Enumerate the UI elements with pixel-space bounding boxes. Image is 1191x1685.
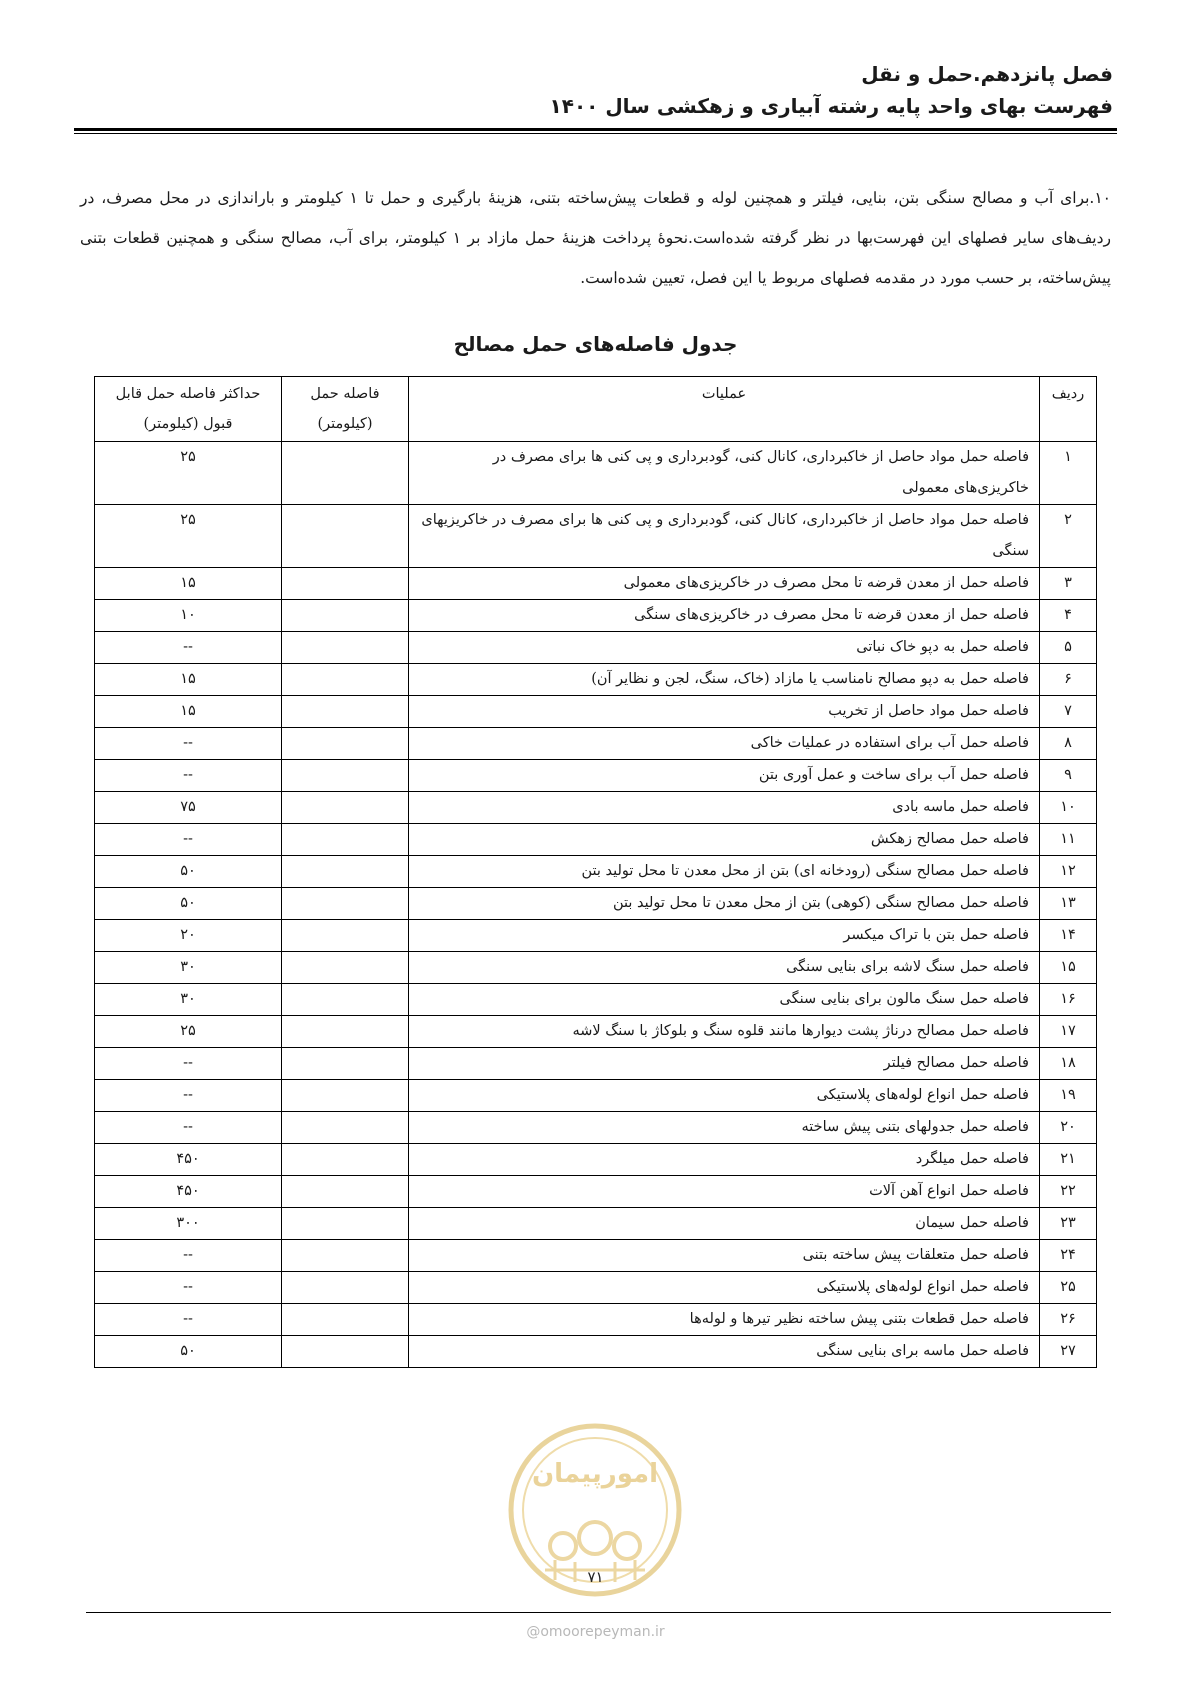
table-title: جدول فاصله‌های حمل مصالح — [453, 332, 738, 356]
max-distance-cell: -- — [95, 760, 282, 792]
distance-cell — [282, 856, 409, 888]
max-distance-cell: ۳۰۰ — [95, 1208, 282, 1240]
max-distance-cell: -- — [95, 1272, 282, 1304]
distance-cell — [282, 1176, 409, 1208]
operation-cell: فاصله حمل مواد حاصل از تخریب — [409, 696, 1040, 728]
page-header — [78, 58, 1113, 122]
max-distance-cell: ۱۵ — [95, 696, 282, 728]
table-row — [95, 952, 1097, 984]
max-distance-cell: ۴۵۰ — [95, 1176, 282, 1208]
row-number-cell: ۱۲ — [1040, 856, 1097, 888]
row-number-cell: ۸ — [1040, 728, 1097, 760]
operation-cell: فاصله حمل مواد حاصل از خاکبرداری، کانال کنی، گودبرداری و پی کنی ها برای مصرف در خاکریزیهای سنگی — [409, 505, 1040, 568]
table-row — [95, 632, 1097, 664]
row-number-cell: ۲۶ — [1040, 1304, 1097, 1336]
table-row — [95, 600, 1097, 632]
operation-cell: فاصله حمل به دپو خاک نباتی — [409, 632, 1040, 664]
table-row — [95, 920, 1097, 952]
row-number-cell: ۷ — [1040, 696, 1097, 728]
table-row — [95, 1016, 1097, 1048]
max-distance-cell: ۵۰ — [95, 1336, 282, 1368]
distance-cell — [282, 1016, 409, 1048]
operation-cell: فاصله حمل سنگ مالون برای بنایی سنگی — [409, 984, 1040, 1016]
table-row — [95, 1112, 1097, 1144]
row-number-cell: ۱۶ — [1040, 984, 1097, 1016]
table-row — [95, 824, 1097, 856]
table-row — [95, 1144, 1097, 1176]
table-row — [95, 568, 1097, 600]
operation-cell: فاصله حمل انواع لوله‌های پلاستیکی — [409, 1080, 1040, 1112]
operation-cell: فاصله حمل مصالح سنگی (کوهی) بتن از محل معدن تا محل تولید بتن — [409, 888, 1040, 920]
row-number-cell: ۵ — [1040, 632, 1097, 664]
distance-cell — [282, 568, 409, 600]
distance-cell — [282, 1208, 409, 1240]
distance-cell — [282, 1112, 409, 1144]
distance-cell — [282, 824, 409, 856]
operation-cell: فاصله حمل بتن با تراک میکسر — [409, 920, 1040, 952]
page-number: ۷۱ — [587, 1568, 604, 1586]
table-row — [95, 1304, 1097, 1336]
row-number-cell: ۱۸ — [1040, 1048, 1097, 1080]
operation-cell: فاصله حمل ماسه برای بنایی سنگی — [409, 1336, 1040, 1368]
operation-cell: فاصله حمل مصالح فیلتر — [409, 1048, 1040, 1080]
row-number-cell: ۲۱ — [1040, 1144, 1097, 1176]
row-number-cell: ۲۳ — [1040, 1208, 1097, 1240]
distance-cell — [282, 792, 409, 824]
table-row — [95, 728, 1097, 760]
distance-cell — [282, 600, 409, 632]
max-distance-cell: ۱۰ — [95, 600, 282, 632]
table-row — [95, 760, 1097, 792]
watermark-text: امورپیمان — [531, 1459, 659, 1489]
header-rule-thick — [74, 128, 1117, 131]
distance-cell — [282, 664, 409, 696]
chapter-title: فصل پانزدهم.حمل و نقل — [861, 62, 1113, 86]
max-distance-cell: ۲۵ — [95, 1016, 282, 1048]
row-number-cell: ۱۵ — [1040, 952, 1097, 984]
row-number-cell: ۲۰ — [1040, 1112, 1097, 1144]
row-number-cell: ۱۱ — [1040, 824, 1097, 856]
distance-cell — [282, 920, 409, 952]
distance-cell — [282, 1240, 409, 1272]
distance-cell — [282, 632, 409, 664]
operation-cell: فاصله حمل به دپو مصالح نامناسب یا مازاد (خاک، سنگ، لجن و نظایر آن) — [409, 664, 1040, 696]
max-distance-cell: -- — [95, 1112, 282, 1144]
row-number-cell: ۲۵ — [1040, 1272, 1097, 1304]
row-number-cell: ۱۳ — [1040, 888, 1097, 920]
table-row — [95, 696, 1097, 728]
distance-cell — [282, 505, 409, 568]
distance-cell — [282, 1080, 409, 1112]
distance-cell — [282, 696, 409, 728]
distance-cell — [282, 952, 409, 984]
table-row — [95, 984, 1097, 1016]
operation-cell: فاصله حمل متعلقات پیش ساخته بتنی — [409, 1240, 1040, 1272]
operation-cell: فاصله حمل سنگ لاشه برای بنایی سنگی — [409, 952, 1040, 984]
header-operation: عملیات — [409, 377, 1040, 442]
operation-cell: فاصله حمل مصالح سنگی (رودخانه ای) بتن از محل معدن تا محل تولید بتن — [409, 856, 1040, 888]
row-number-cell: ۱۰ — [1040, 792, 1097, 824]
table-row — [95, 1208, 1097, 1240]
max-distance-cell: -- — [95, 1048, 282, 1080]
distance-cell — [282, 888, 409, 920]
max-distance-cell: -- — [95, 1240, 282, 1272]
max-distance-cell: ۵۰ — [95, 856, 282, 888]
table-row — [95, 1240, 1097, 1272]
max-distance-cell: ۵۰ — [95, 888, 282, 920]
table-row — [95, 442, 1097, 505]
table-row — [95, 1336, 1097, 1368]
operation-cell: فاصله حمل انواع آهن آلات — [409, 1176, 1040, 1208]
distance-cell — [282, 728, 409, 760]
operation-cell: فاصله حمل انواع لوله‌های پلاستیکی — [409, 1272, 1040, 1304]
operation-cell: فاصله حمل آب برای استفاده در عملیات خاکی — [409, 728, 1040, 760]
table-row — [95, 664, 1097, 696]
row-number-cell: ۱۴ — [1040, 920, 1097, 952]
header-max-distance: حداکثر فاصله حمل قابل قبول (کیلومتر) — [95, 377, 282, 442]
row-number-cell: ۲ — [1040, 505, 1097, 568]
header-row-no: ردیف — [1040, 377, 1097, 442]
table-header-row — [95, 377, 1097, 442]
table-row — [95, 505, 1097, 568]
row-number-cell: ۲۷ — [1040, 1336, 1097, 1368]
distance-cell — [282, 442, 409, 505]
operation-cell: فاصله حمل مصالح درناژ پشت دیوارها مانند قلوه سنگ و بلوکاژ با سنگ لاشه — [409, 1016, 1040, 1048]
row-number-cell: ۶ — [1040, 664, 1097, 696]
max-distance-cell: -- — [95, 1080, 282, 1112]
operation-cell: فاصله حمل میلگرد — [409, 1144, 1040, 1176]
table-row — [95, 792, 1097, 824]
max-distance-cell: ۷۵ — [95, 792, 282, 824]
operation-cell: فاصله حمل سیمان — [409, 1208, 1040, 1240]
distance-cell — [282, 760, 409, 792]
haul-distance-table — [94, 376, 1097, 1368]
row-number-cell: ۱۷ — [1040, 1016, 1097, 1048]
max-distance-cell: ۳۰ — [95, 984, 282, 1016]
row-number-cell: ۱۹ — [1040, 1080, 1097, 1112]
operation-cell: فاصله حمل جدولهای بتنی پیش ساخته — [409, 1112, 1040, 1144]
max-distance-cell: ۱۵ — [95, 664, 282, 696]
row-number-cell: ۳ — [1040, 568, 1097, 600]
table-row — [95, 1272, 1097, 1304]
distance-cell — [282, 1304, 409, 1336]
footer-site: @omoorepeyman.ir — [526, 1624, 665, 1640]
distance-cell — [282, 1048, 409, 1080]
operation-cell: فاصله حمل مصالح زهکش — [409, 824, 1040, 856]
max-distance-cell: ۲۵ — [95, 442, 282, 505]
operation-cell: فاصله حمل از معدن قرضه تا محل مصرف در خاکریزی‌های معمولی — [409, 568, 1040, 600]
operation-cell: فاصله حمل قطعات بتنی پیش ساخته نظیر تیرها و لوله‌ها — [409, 1304, 1040, 1336]
table-row — [95, 1048, 1097, 1080]
footer-rule — [86, 1612, 1111, 1613]
operation-cell: فاصله حمل مواد حاصل از خاکبرداری، کانال کنی، گودبرداری و پی کنی ها برای مصرف در خاکریزی‌های معمولی — [409, 442, 1040, 505]
operation-cell: فاصله حمل ماسه بادی — [409, 792, 1040, 824]
distance-cell — [282, 1272, 409, 1304]
operation-cell: فاصله حمل از معدن قرضه تا محل مصرف در خاکریزی‌های سنگی — [409, 600, 1040, 632]
document-subtitle: فهرست بهای واحد پایه رشته آبیاری و زهکشی سال ۱۴۰۰ — [549, 94, 1113, 118]
row-number-cell: ۲۲ — [1040, 1176, 1097, 1208]
row-number-cell: ۹ — [1040, 760, 1097, 792]
distance-cell — [282, 984, 409, 1016]
row-number-cell: ۲۴ — [1040, 1240, 1097, 1272]
header-rule-thin — [74, 133, 1117, 134]
max-distance-cell: ۳۰ — [95, 952, 282, 984]
intro-paragraph: ۱۰.برای آب و مصالح سنگی بتن، بنایی، فیلتر و همچنین لوله و قطعات پیش‌ساخته بتنی، هزینۀ بارگیری و حمل تا ۱ کیلومتر و باراندازی در محل مصرف، در ردیف‌های سایر فصلهای این فهرست‌بها در نظر گرفته شده‌است.نحوۀ پرداخت هزینۀ حمل مازاد بر ۱ کیلومتر، برای آب، مصالح سنگی و همچنین قطعات بتنی پیش‌ساخته، بر حسب مورد در مقدمه فصلهای مربوط یا این فصل، تعیین شده‌است. — [80, 188, 1111, 287]
max-distance-cell: -- — [95, 1304, 282, 1336]
header-distance: فاصله حمل (کیلومتر) — [282, 377, 409, 442]
max-distance-cell: ۲۰ — [95, 920, 282, 952]
table-row — [95, 856, 1097, 888]
table-row — [95, 888, 1097, 920]
max-distance-cell: ۴۵۰ — [95, 1144, 282, 1176]
max-distance-cell: -- — [95, 632, 282, 664]
table-row — [95, 1080, 1097, 1112]
row-number-cell: ۱ — [1040, 442, 1097, 505]
max-distance-cell: ۱۵ — [95, 568, 282, 600]
max-distance-cell: ۲۵ — [95, 505, 282, 568]
distance-cell — [282, 1144, 409, 1176]
max-distance-cell: -- — [95, 728, 282, 760]
table-row — [95, 1176, 1097, 1208]
operation-cell: فاصله حمل آب برای ساخت و عمل آوری بتن — [409, 760, 1040, 792]
distance-cell — [282, 1336, 409, 1368]
max-distance-cell: -- — [95, 824, 282, 856]
row-number-cell: ۴ — [1040, 600, 1097, 632]
